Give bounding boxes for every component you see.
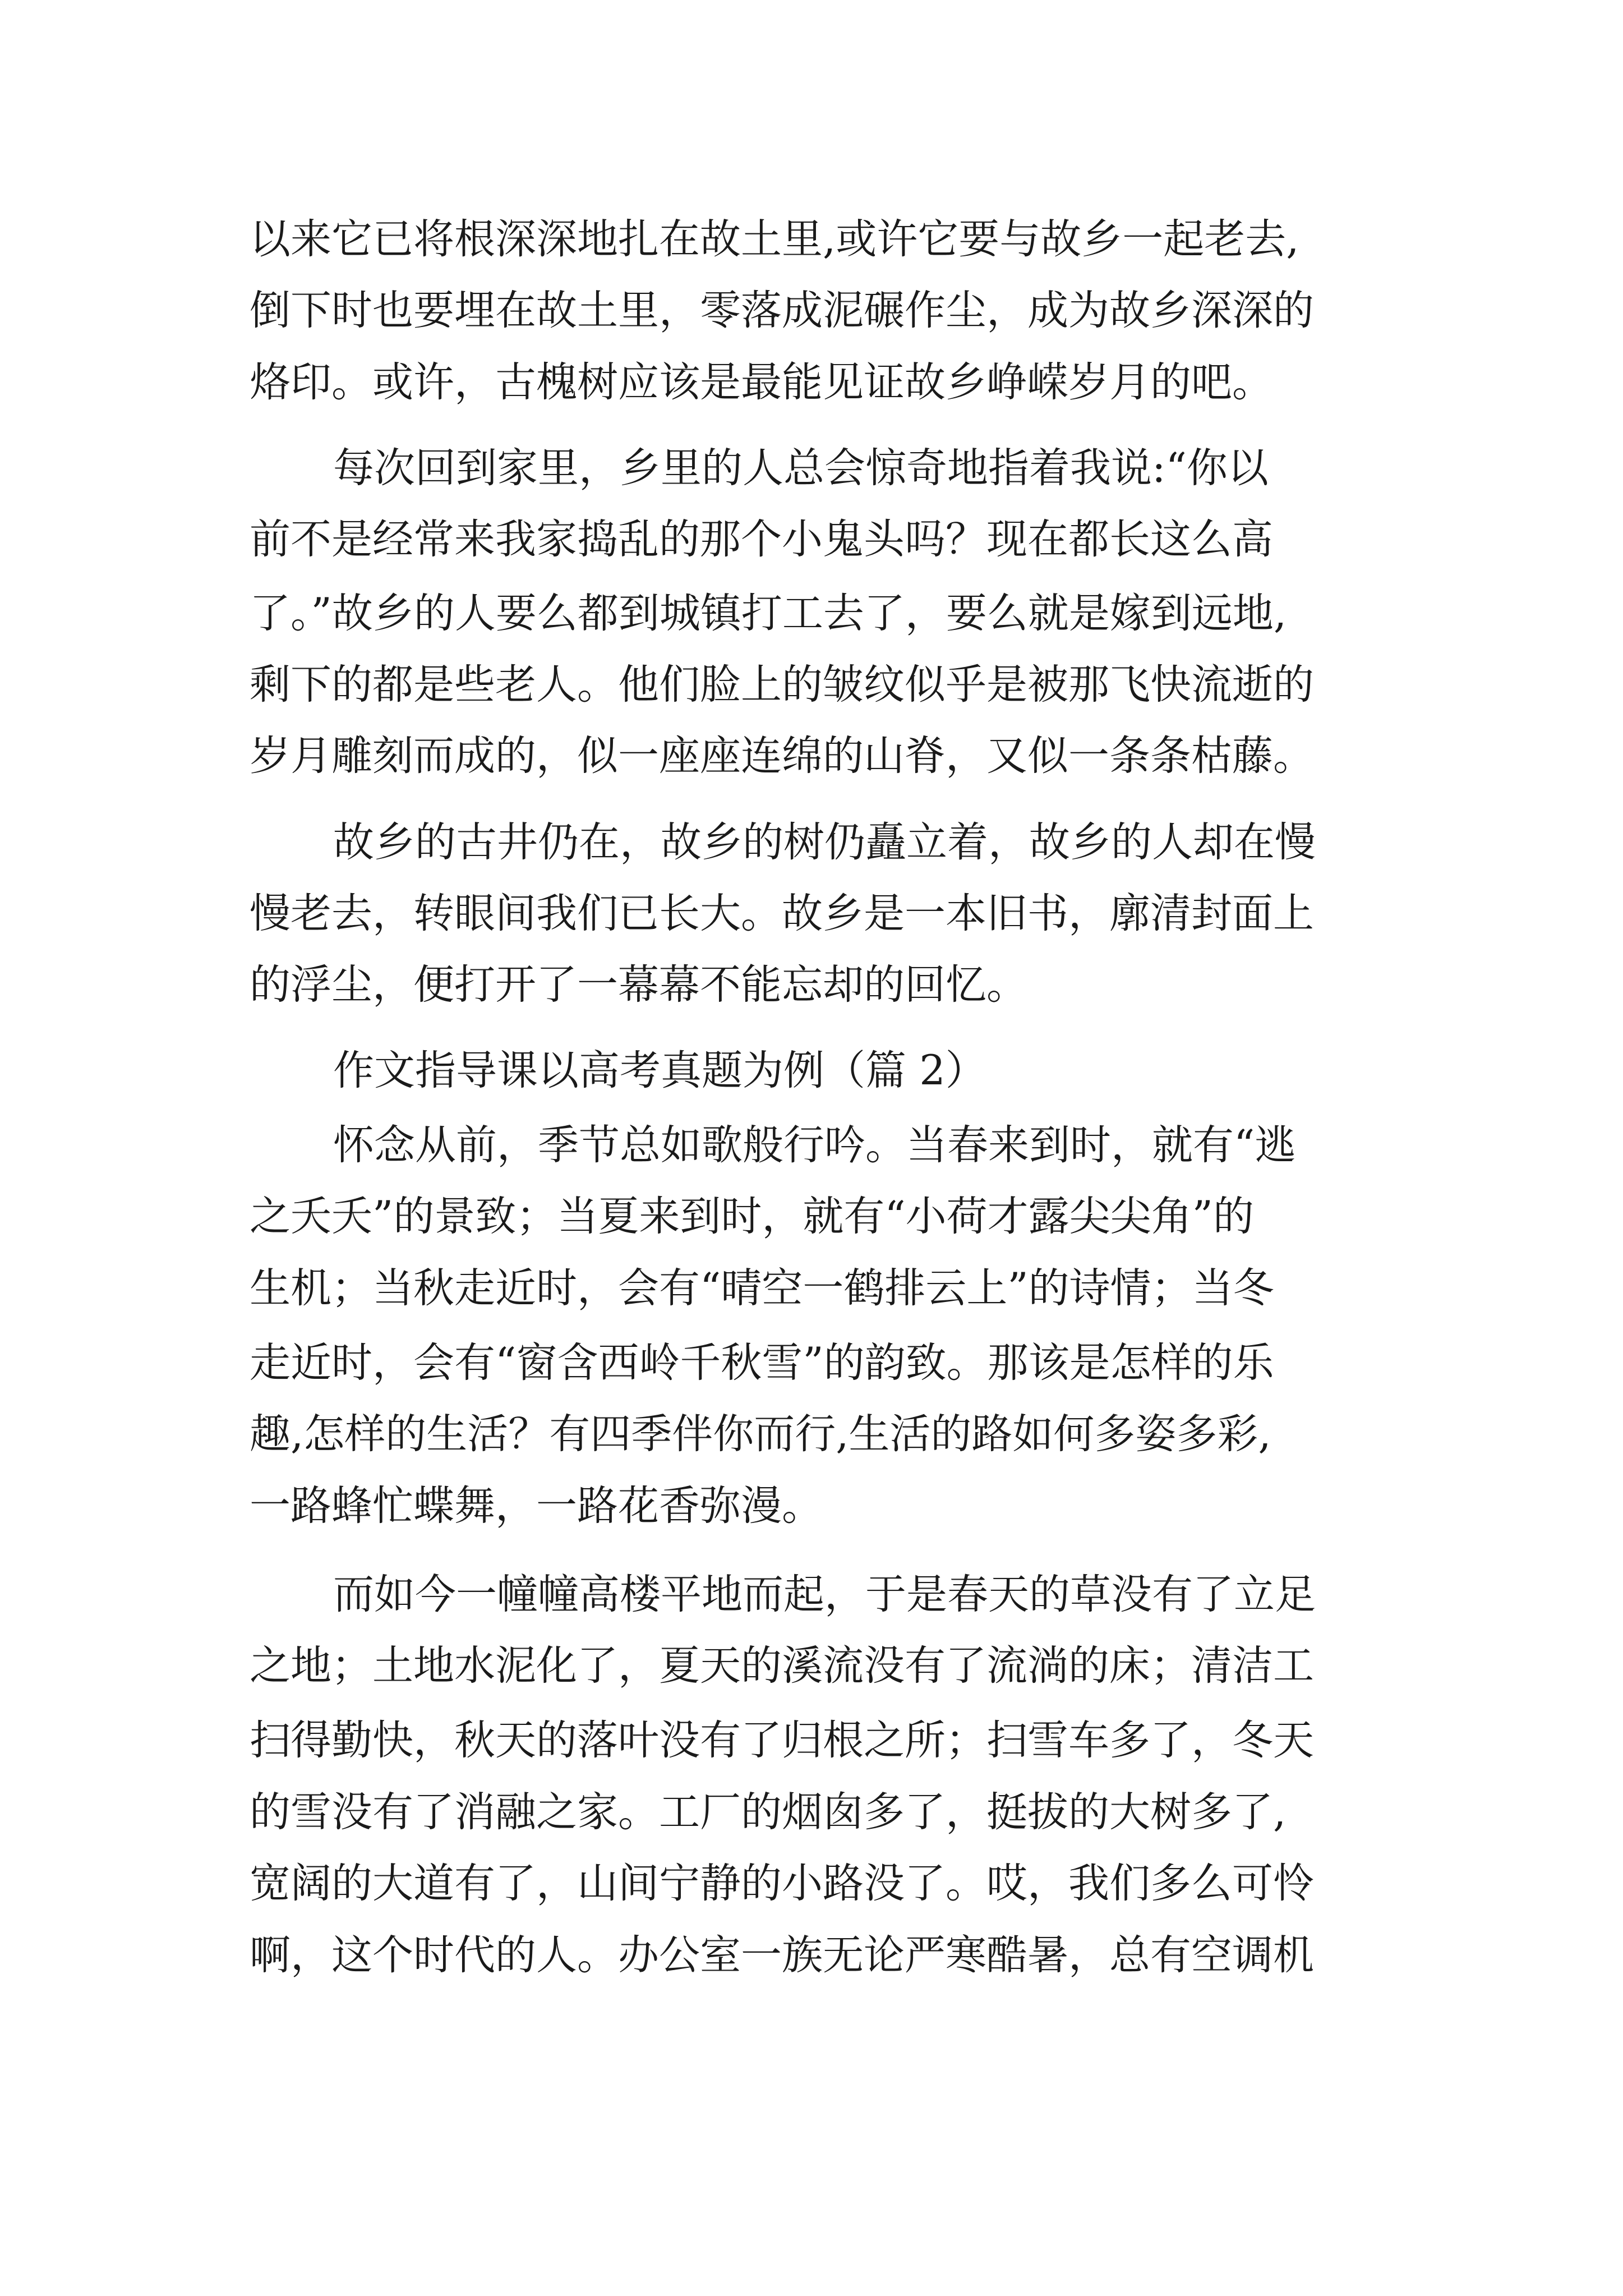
paragraph-line: 怀念从前，季节总如歌般行吟。当春来到时，就有“逃 xyxy=(333,1121,1296,1169)
paragraph-line: 慢老去，转眼间我们已长大。故乡是一本旧书，廓清封面上 xyxy=(250,890,1314,937)
paragraph-line: 的浮尘，便打开了一幕幕不能忘却的回忆。 xyxy=(250,961,1027,1009)
paragraph-line: 而如今一幢幢高楼平地而起，于是春天的草没有了立足 xyxy=(333,1571,1316,1618)
paragraph-line: 之夭夭”的景致；当夏来到时，就有“小荷才露尖尖角”的 xyxy=(250,1193,1254,1240)
paragraph-line: 扫得勤快，秋天的落叶没有了归根之所；扫雪车多了，冬天 xyxy=(250,1717,1314,1764)
paragraph-line: 前不是经常来我家捣乱的那个小鬼头吗？现在都长这么高 xyxy=(250,516,1273,563)
paragraph-line: 啊，这个时代的人。办公室一族无论严寒酷暑，总有空调机 xyxy=(250,1931,1314,1979)
paragraph-line: 以来它已将根深深地扎在故土里,或许它要与故乡一起老去, xyxy=(250,215,1299,263)
paragraph-line: 岁月雕刻而成的，似一座座连绵的山脊，又似一条条枯藤。 xyxy=(250,732,1314,780)
paragraph-line: 故乡的古井仍在，故乡的树仍矗立着，故乡的人却在慢 xyxy=(333,818,1316,866)
paragraph-line: 了。”故乡的人要么都到城镇打工去了，要么就是嫁到远地, xyxy=(250,590,1287,637)
paragraph-line: 一路蜂忙蝶舞，一路花香弥漫。 xyxy=(250,1482,823,1530)
paragraph-line: 烙印。或许，古槐树应该是最能见证故乡峥嵘岁月的吧。 xyxy=(250,358,1273,406)
paragraph-line: 之地；土地水泥化了，夏天的溪流没有了流淌的床；清洁工 xyxy=(250,1642,1314,1690)
paragraph-line: 倒下时也要埋在故土里，零落成泥碾作尘，成为故乡深深的 xyxy=(250,287,1314,334)
paragraph-line: 宽阔的大道有了，山间宁静的小路没了。哎，我们多么可怜 xyxy=(250,1860,1314,1907)
paragraph-line: 剩下的都是些老人。他们脸上的皱纹似乎是被那飞快流逝的 xyxy=(250,661,1314,708)
paragraph-line: 生机；当秋走近时，会有“晴空一鹤排云上”的诗情；当冬 xyxy=(250,1264,1274,1312)
paragraph-line: 趣,怎样的生活？有四季伴你而行,生活的路如何多姿多彩, xyxy=(250,1410,1271,1458)
paragraph-line: 走近时，会有“窗含西岭千秋雪”的韵致。那该是怎样的乐 xyxy=(250,1339,1274,1387)
section-heading: 作文指导课以高考真题为例（篇 2） xyxy=(333,1047,986,1094)
paragraph-line: 的雪没有了消融之家。工厂的烟囱多了，挺拔的大树多了, xyxy=(250,1788,1287,1836)
paragraph-line: 每次回到家里，乡里的人总会惊奇地指着我说:“你以 xyxy=(333,444,1269,492)
